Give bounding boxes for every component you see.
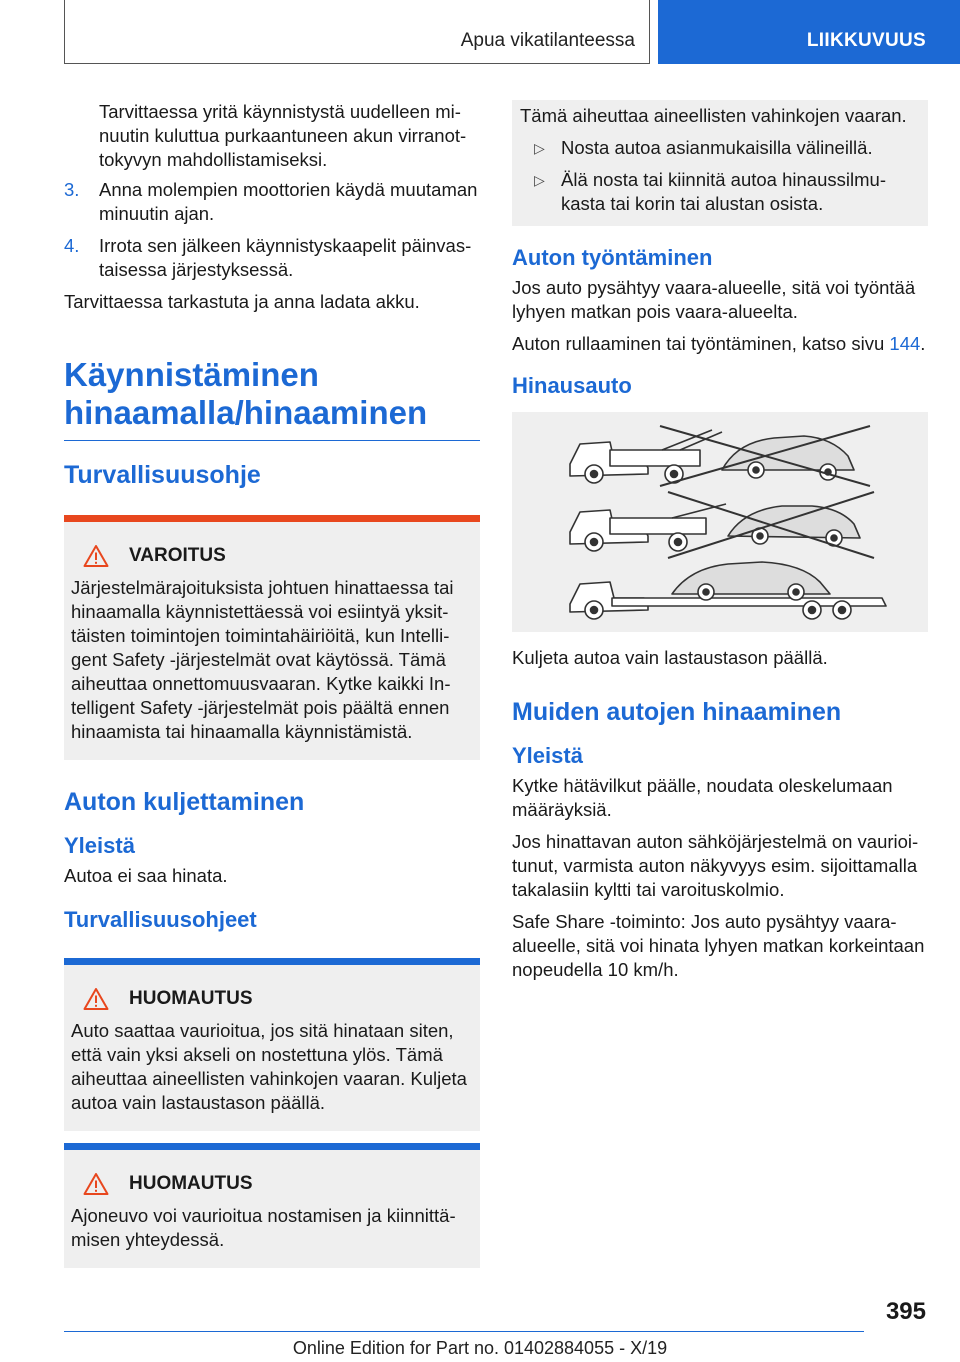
bullet-item (520, 136, 918, 160)
bullet-item (520, 168, 918, 216)
step-number: 3. (64, 179, 80, 200)
heading-tow-other-cars: Muiden autojen hinaaminen (512, 698, 842, 726)
warning-text: Järjestelmärajoituksista johtuen hinattaessa tai hinaamalla käynnistettäessä voi esiintyä yksittäisten toimintojen toimintahäiriöitä, kun Intelligent Safety -järjestelmät ovat käytössä. Tämä aiheuttaa onnettomuusvaaran. Kytke kaikki Intelligent Safety -järjestelmät pois päältä ennen hinaamista tai hinaamalla käynnistämistä. (71, 577, 454, 742)
bullet-text: Älä nosta tai kiinnitä autoa hinaussilmukasta tai korin tai alustan osista. (561, 169, 886, 214)
rolling-ref-text: Auton rullaaminen tai työntäminen, katso sivu (512, 333, 890, 354)
heading-general: Yleistä (64, 833, 135, 858)
step-text: Irrota sen jälkeen käynnistyskaapelit päinvastaisessa järjestyksessä. (99, 235, 472, 280)
step-number: 4. (64, 235, 80, 256)
paragraph-rolling-ref (512, 332, 928, 356)
bullet-arrow-icon: ▷ (534, 172, 545, 188)
paragraph-safe-share: Safe Share -toiminto: Jos auto pysähtyy vaara-alueelle, sitä voi hinata lyhyen matkan korkeintaan nopeudella 10 km/h. (512, 911, 925, 980)
notice-title-row (71, 1172, 472, 1196)
notice-box (64, 1143, 480, 1268)
heading-pushing: Auton työntäminen (512, 245, 713, 270)
heading-general: Yleistä (512, 743, 583, 768)
right-column (512, 100, 928, 990)
warning-title: VAROITUS (129, 545, 226, 566)
notice-title-row (71, 987, 472, 1011)
warning-box (64, 515, 480, 760)
header-chapter-tab[interactable]: LIIKKUVUUS (658, 0, 960, 64)
rolling-ref-suffix: . (920, 333, 926, 354)
page-link-144[interactable]: 144 (889, 333, 921, 354)
paragraph-pushing: Jos auto pysähtyy vaara-alueelle, sitä voi työntää lyhyen matkan pois vaara-alueelta. (512, 277, 916, 322)
warning-triangle-icon (83, 1172, 109, 1196)
tow-truck-illustration (512, 412, 928, 632)
page-number: 395 (885, 1298, 926, 1325)
step-item (64, 178, 480, 226)
notice-title: HUOMAUTUS (129, 988, 253, 1009)
paragraph-electrical-damage: Jos hinattavan auton sähköjärjestelmä on vaurioitunut, varmista auton näkyvyys esim. sijoittamalla takalasiin kyltti tai varoituskolmio. (512, 831, 919, 900)
left-column (64, 100, 480, 1268)
heading-safety-notes: Turvallisuusohjeet (64, 907, 257, 932)
notice-continuation-box (512, 100, 928, 226)
footer-edition-text: Online Edition for Part no. 01402884055 - X/19 (292, 1338, 668, 1358)
notice-continuation-text: Tämä aiheuttaa aineellisten vahinkojen vaaran. (520, 105, 907, 126)
intro-continuation: Tarvittaessa yritä käynnistystä uudelleen minuutin kuluttua purkaantuneen akun virranottokyvyn mahdollistamiseksi. (99, 101, 467, 170)
chapter-heading: Käynnistäminen hinaamalla/hinaaminen (64, 356, 480, 441)
warning-triangle-icon (83, 544, 109, 568)
paragraph-hazard-lights: Kytke hätävilkut päälle, noudata oleskelumaan määräyksiä. (512, 775, 893, 820)
footer-divider (64, 1331, 864, 1332)
warning-triangle-icon (83, 987, 109, 1011)
tow-caption: Kuljeta autoa vain lastaustason päällä. (512, 647, 828, 668)
step-text: Anna molempien moottorien käydä muutaman minuutin ajan. (99, 179, 478, 224)
bullet-arrow-icon: ▷ (534, 140, 545, 156)
notice-box (64, 958, 480, 1131)
notice-text: Ajoneuvo voi vaurioitua nostamisen ja kiinnittämisen yhteydessä. (71, 1205, 456, 1250)
paragraph-charge-battery: Tarvittaessa tarkastuta ja anna ladata akku. (64, 291, 420, 312)
header-section-title: Apua vikatilanteessa (64, 0, 650, 64)
warning-title-row (71, 544, 472, 568)
notice-text: Auto saattaa vaurioitua, jos sitä hinataan siten, että vain yksi akseli on nostettuna ylös. Tämä aiheuttaa aineellisten vahinkojen vaaran. Kuljeta autoa vain lastaustason päällä. (71, 1020, 467, 1113)
paragraph-no-towing: Autoa ei saa hinata. (64, 865, 228, 886)
heading-transport: Auton kuljettaminen (64, 788, 305, 816)
notice-title: HUOMAUTUS (129, 1173, 253, 1194)
step-item (64, 234, 480, 282)
heading-tow-truck: Hinausauto (512, 373, 632, 398)
heading-safety-note: Turvallisuusohje (64, 461, 261, 489)
bullet-text: Nosta autoa asianmukaisilla välineillä. (561, 137, 873, 158)
